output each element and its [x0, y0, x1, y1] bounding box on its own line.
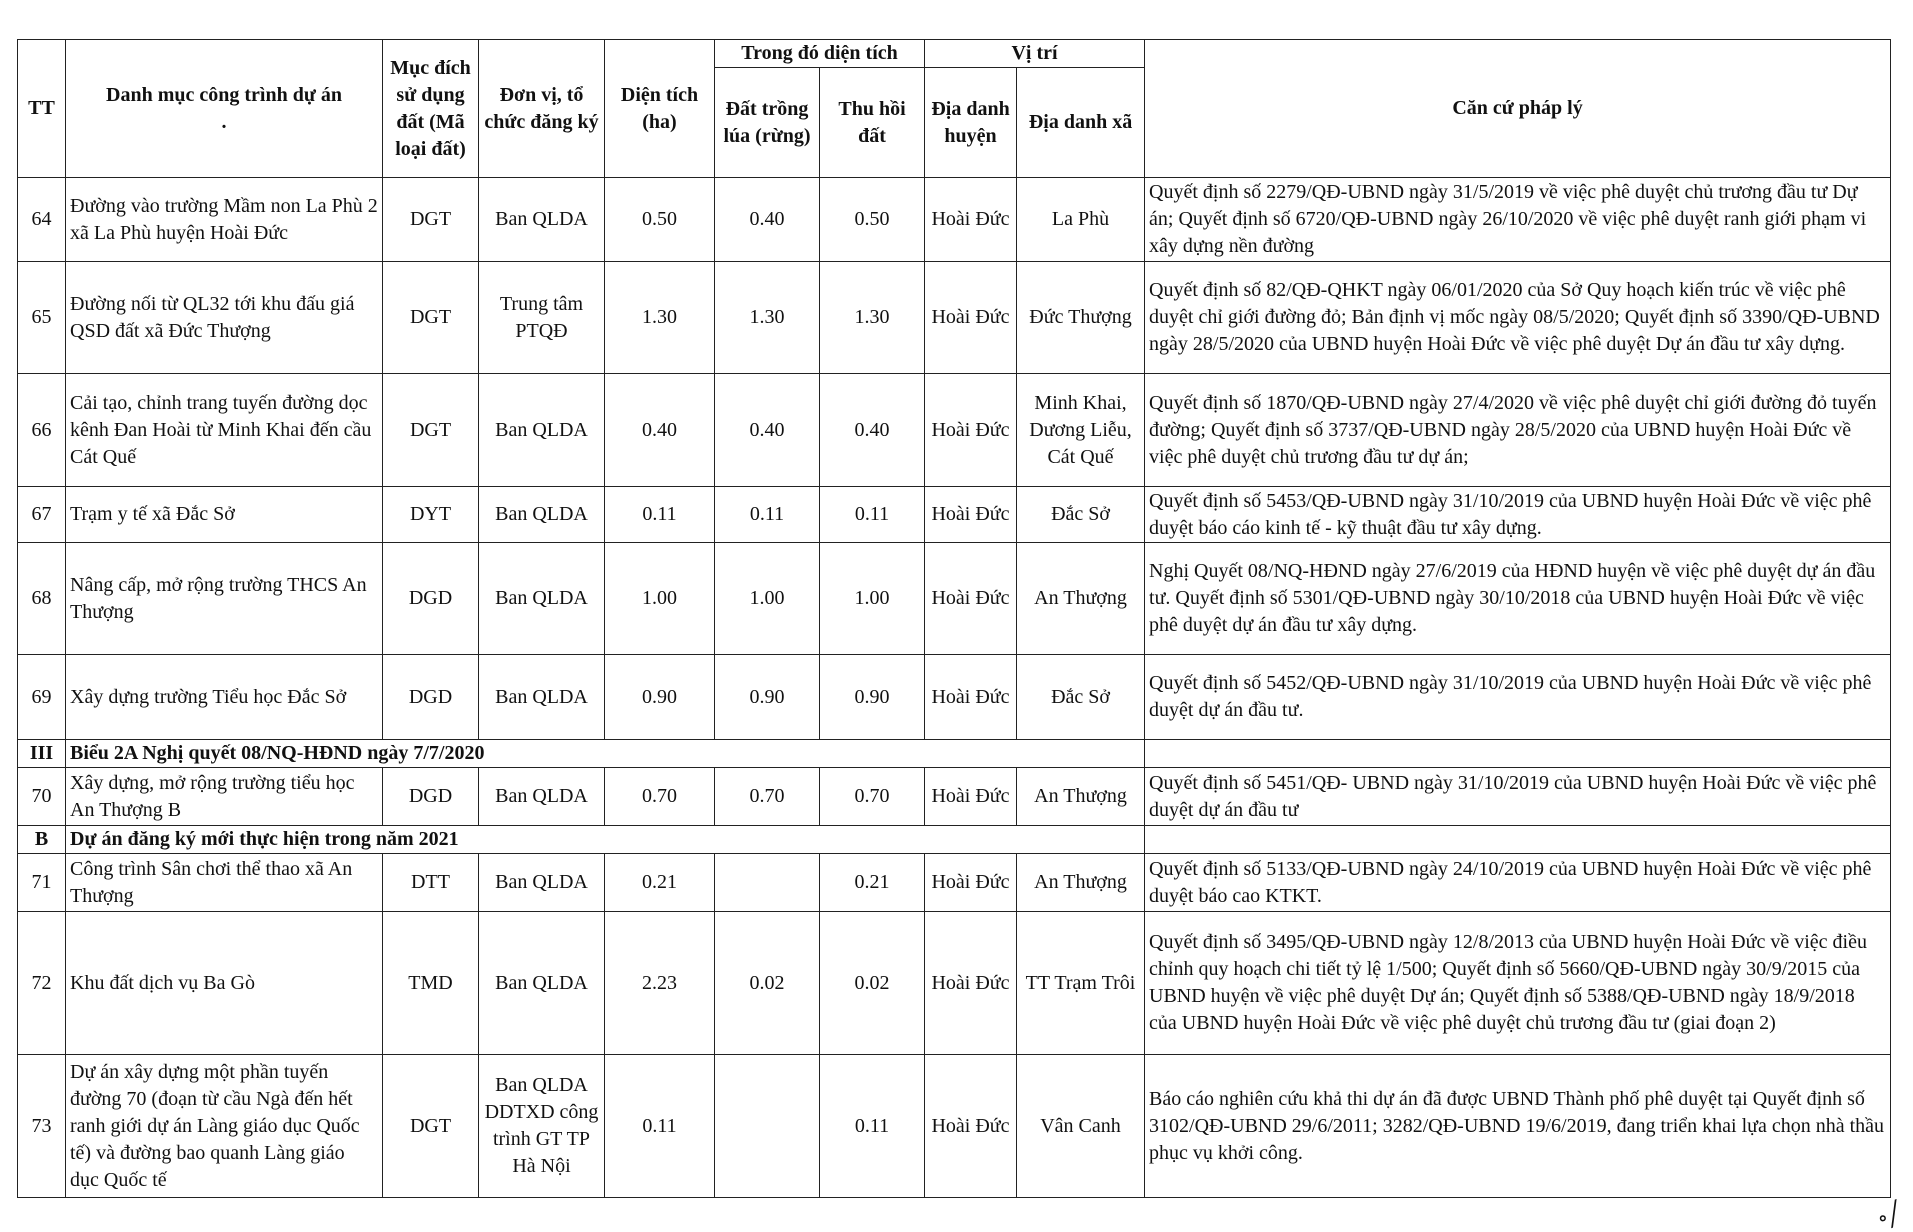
- header-dat-trong-lua: Đất trồng lúa (rừng): [715, 68, 820, 178]
- section-row-b: B Dự án đăng ký mới thực hiện trong năm 2021: [18, 826, 1891, 854]
- table-row: 67 Trạm y tế xã Đắc Sở DYT Ban QLDA 0.11 0.11 0.11 Hoài Đức Đắc Sở Quyết định số 5453/QĐ-UBND ngày 31/10/2019 của UBND huyện Hoài Đức về việc phê duyệt báo cáo kinh tế - kỹ thuật đầu tư xây dựng.: [18, 487, 1891, 543]
- header-dien-tich: Diện tích (ha): [605, 40, 715, 178]
- table-row: 69 Xây dựng trường Tiểu học Đắc Sở DGD Ban QLDA 0.90 0.90 0.90 Hoài Đức Đắc Sở Quyết định số 5452/QĐ-UBND ngày 31/10/2019 của UBND huyện Hoài Đức về việc phê duyệt dự án đầu tư.: [18, 655, 1891, 740]
- header-danh-muc: Danh mục công trình dự án .: [66, 40, 383, 178]
- table-row: 64 Đường vào trường Mầm non La Phù 2 xã La Phù huyện Hoài Đức DGT Ban QLDA 0.50 0.40 0.50 Hoài Đức La Phù Quyết định số 2279/QĐ-UBND ngày 31/5/2019 về việc phê duyệt chủ trương đầu tư Dự án; Quyết định số 6720/QĐ-UBND ngày 26/10/2020 về việc phê duyệt ranh giới phạm vi xây dựng nền đường: [18, 178, 1891, 262]
- table-row: 65 Đường nối từ QL32 tới khu đấu giá QSD đất xã Đức Thượng DGT Trung tâm PTQĐ 1.30 1.30 1.30 Hoài Đức Đức Thượng Quyết định số 82/QĐ-QHKT ngày 06/01/2020 của Sở Quy hoạch kiến trúc về việc phê duyệt chỉ giới đường đỏ; Bản định vị mốc ngày 08/5/2020; Quyết định số 3390/QĐ-UBND ngày 28/5/2020 của UBND huyện Hoài Đức về việc phê duyệt Dự án đầu tư xây dựng.: [18, 262, 1891, 374]
- table-row: 71 Công trình Sân chơi thể thao xã An Thượng DTT Ban QLDA 0.21 0.21 Hoài Đức An Thượng Quyết định số 5133/QĐ-UBND ngày 24/10/2019 của UBND huyện Hoài Đức về việc phê duyệt báo cao KTKT.: [18, 854, 1891, 912]
- table-row: 70 Xây dựng, mở rộng trường tiểu học An Thượng B DGD Ban QLDA 0.70 0.70 0.70 Hoài Đức An Thượng Quyết định số 5451/QĐ- UBND ngày 31/10/2019 của UBND huyện Hoài Đức về việc phê duyệt dự án đầu tư: [18, 768, 1891, 826]
- header-tt: TT: [18, 40, 66, 178]
- header-muc-dich: Mục đích sử dụng đất (Mã loại đất): [383, 40, 479, 178]
- initials-mark: ∘╱: [1873, 1199, 1905, 1232]
- header-vi-tri: Vị trí: [925, 40, 1145, 68]
- section-row-iii: III Biểu 2A Nghị quyết 08/NQ-HĐND ngày 7/7/2020: [18, 740, 1891, 768]
- header-don-vi: Đơn vị, tổ chức đăng ký: [479, 40, 605, 178]
- header-trong-do: Trong đó diện tích: [715, 40, 925, 68]
- header-dia-danh-xa: Địa danh xã: [1017, 68, 1145, 178]
- header-can-cu: Căn cứ pháp lý: [1145, 40, 1891, 178]
- table-row: 68 Nâng cấp, mở rộng trường THCS An Thượng DGD Ban QLDA 1.00 1.00 1.00 Hoài Đức An Thượng Nghị Quyết 08/NQ-HĐND ngày 27/6/2019 của HĐND huyện về việc phê duyệt dự án đầu tư. Quyết định số 5301/QĐ-UBND ngày 30/10/2018 của UBND huyện Hoài Đức về việc phê duyệt dự án đầu tư xây dựng.: [18, 543, 1891, 655]
- header-thu-hoi: Thu hồi đất: [820, 68, 925, 178]
- table-row: 66 Cải tạo, chỉnh trang tuyến đường dọc kênh Đan Hoài từ Minh Khai đến cầu Cát Quế DGT Ban QLDA 0.40 0.40 0.40 Hoài Đức Minh Khai, Dương Liễu, Cát Quế Quyết định số 1870/QĐ-UBND ngày 27/4/2020 về việc phê duyệt chỉ giới đường đỏ tuyến đường; Quyết định số 3737/QĐ-UBND ngày 28/5/2020 của UBND huyện Hoài Đức về việc phê duyệt chủ trương đầu tư dự án;: [18, 374, 1891, 487]
- table-row: 73 Dự án xây dựng một phần tuyến đường 70 (đoạn từ cầu Ngà đến hết ranh giới dự án Làng giáo dục Quốc tế) và đường bao quanh Làng giáo dục Quốc tế DGT Ban QLDA DDTXD công trình GT TP Hà Nội 0.11 0.11 Hoài Đức Vân Canh Báo cáo nghiên cứu khả thi dự án đã được UBND Thành phố phê duyệt tại Quyết định số 3102/QĐ-UBND 29/6/2011; 3282/QĐ-UBND 19/6/2019, đang triển khai lựa chọn nhà thầu phục vụ khởi công.: [18, 1055, 1891, 1198]
- land-use-table: [17, 39, 1891, 1198]
- table-row: 72 Khu đất dịch vụ Ba Gò TMD Ban QLDA 2.23 0.02 0.02 Hoài Đức TT Trạm Trôi Quyết định số 3495/QĐ-UBND ngày 12/8/2013 của UBND huyện Hoài Đức về việc điều chỉnh quy hoạch chi tiết tỷ lệ 1/500; Quyết định số 5660/QĐ-UBND ngày 30/9/2015 của UBND huyện về việc phê duyệt Dự án; Quyết định số 5388/QĐ-UBND ngày 18/9/2018 của UBND huyện Hoài Đức về việc phê duyệt chủ trương đầu tư (giai đoạn 2): [18, 912, 1891, 1055]
- header-dia-danh-huyen: Địa danh huyện: [925, 68, 1017, 178]
